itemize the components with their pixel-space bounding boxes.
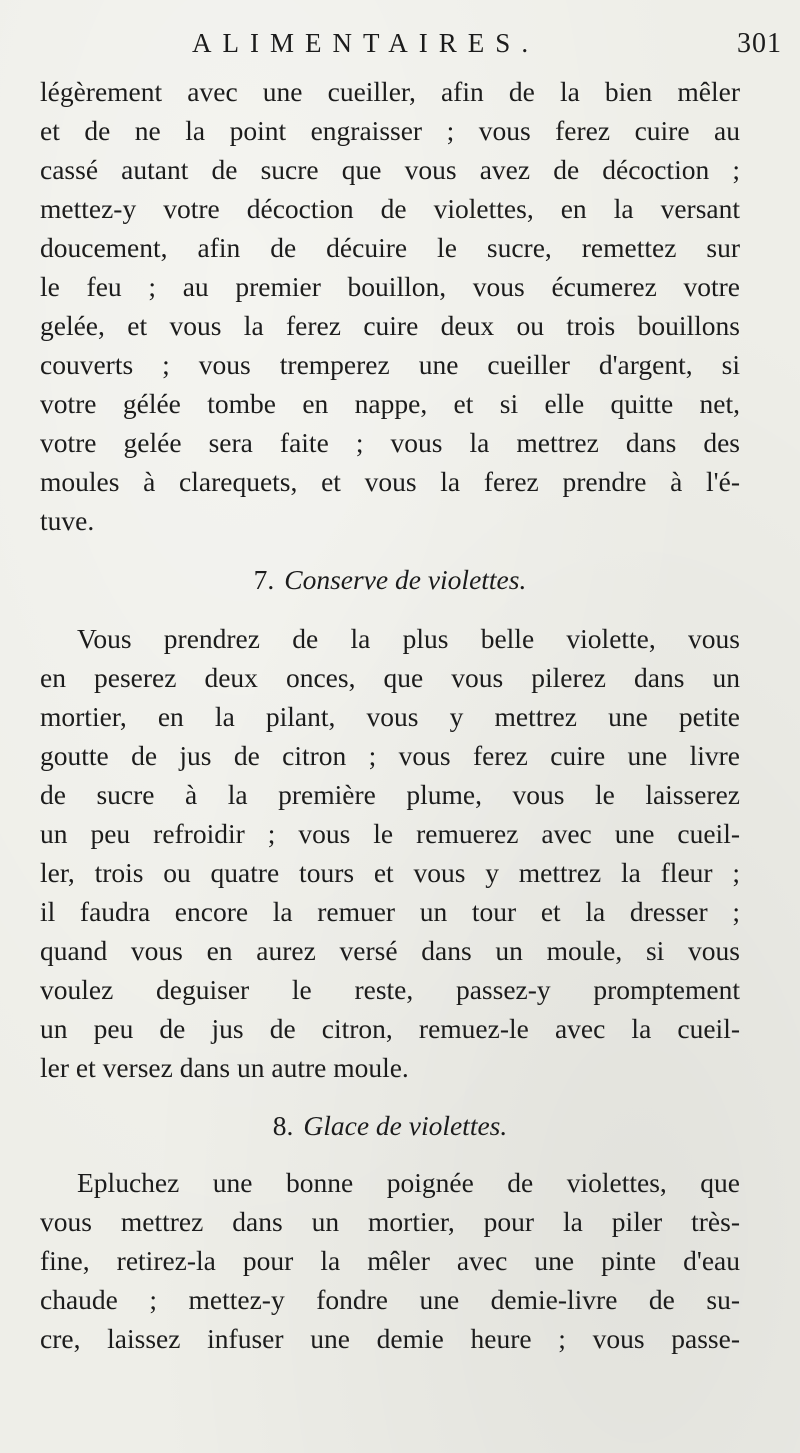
section-number: 8. (272, 1110, 294, 1141)
section-title: Conserve de violettes. (284, 564, 527, 595)
text-line: voulez deguiser le reste, passez-y promptement (40, 974, 740, 1005)
text-line: vous mettrez dans un mortier, pour la piler très- (40, 1206, 740, 1237)
text-line: il faudra encore la remuer un tour et la dresser ; (40, 896, 740, 927)
text-line: mortier, en la pilant, vous y mettrez une petite (40, 701, 740, 732)
section-title: Glace de violettes. (303, 1110, 508, 1141)
section-heading-8 (40, 1106, 740, 1146)
text-line: moules à clarequets, et vous la ferez prendre à l'é- (40, 466, 740, 497)
text-line: un peu refroidir ; vous le remuerez avec une cueil- (40, 818, 740, 849)
text-line: mettez-y votre décoction de violettes, en la versant (40, 193, 740, 224)
text-line: votre gélée tombe en nappe, et si elle quitte net, (40, 388, 740, 419)
running-head: ALIMENTAIRES. (192, 28, 540, 58)
text-line: votre gelée sera faite ; vous la mettrez dans des (40, 427, 740, 458)
text-line: doucement, afin de décuire le sucre, remettez sur (40, 232, 740, 263)
text-line: en peserez deux onces, que vous pilerez dans un (40, 662, 740, 693)
text-line: ler, trois ou quatre tours et vous y mettrez la fleur ; (40, 857, 740, 888)
text-line: légèrement avec une cueiller, afin de la bien mêler (40, 76, 740, 107)
text-line: fine, retirez-la pour la mêler avec une pinte d'eau (40, 1245, 740, 1276)
section-heading-7 (40, 560, 740, 600)
text-line: de sucre à la première plume, vous le laisserez (40, 779, 740, 810)
section-8-body (40, 1163, 740, 1358)
text-line: chaude ; mettez-y fondre une demie-livre de su- (40, 1284, 740, 1315)
text-line: Epluchez une bonne poignée de violettes, que (77, 1167, 740, 1198)
text-line: cassé autant de sucre que vous avez de décoction ; (40, 154, 740, 185)
page-header (40, 28, 782, 62)
paragraph-continuation (40, 72, 740, 540)
section-number: 7. (253, 564, 275, 595)
text-line: un peu de jus de citron, remuez-le avec la cueil- (40, 1013, 740, 1044)
text-line: et de ne la point engraisser ; vous ferez cuire au (40, 115, 740, 146)
section-7-body (40, 619, 740, 1087)
text-line: le feu ; au premier bouillon, vous écumerez votre (40, 271, 740, 302)
text-line: ler et versez dans un autre moule. (40, 1052, 409, 1083)
text-line: goutte de jus de citron ; vous ferez cuire une livre (40, 740, 740, 771)
text-line: cre, laissez infuser une demie heure ; vous passe- (40, 1323, 740, 1354)
text-line: Vous prendrez de la plus belle violette, vous (77, 623, 740, 654)
text-line: gelée, et vous la ferez cuire deux ou trois bouillons (40, 310, 740, 341)
text-line: couverts ; vous tremperez une cueiller d'argent, si (40, 349, 740, 380)
text-line: tuve. (40, 505, 95, 536)
text-line: quand vous en aurez versé dans un moule, si vous (40, 935, 740, 966)
page-number: 301 (737, 28, 782, 59)
